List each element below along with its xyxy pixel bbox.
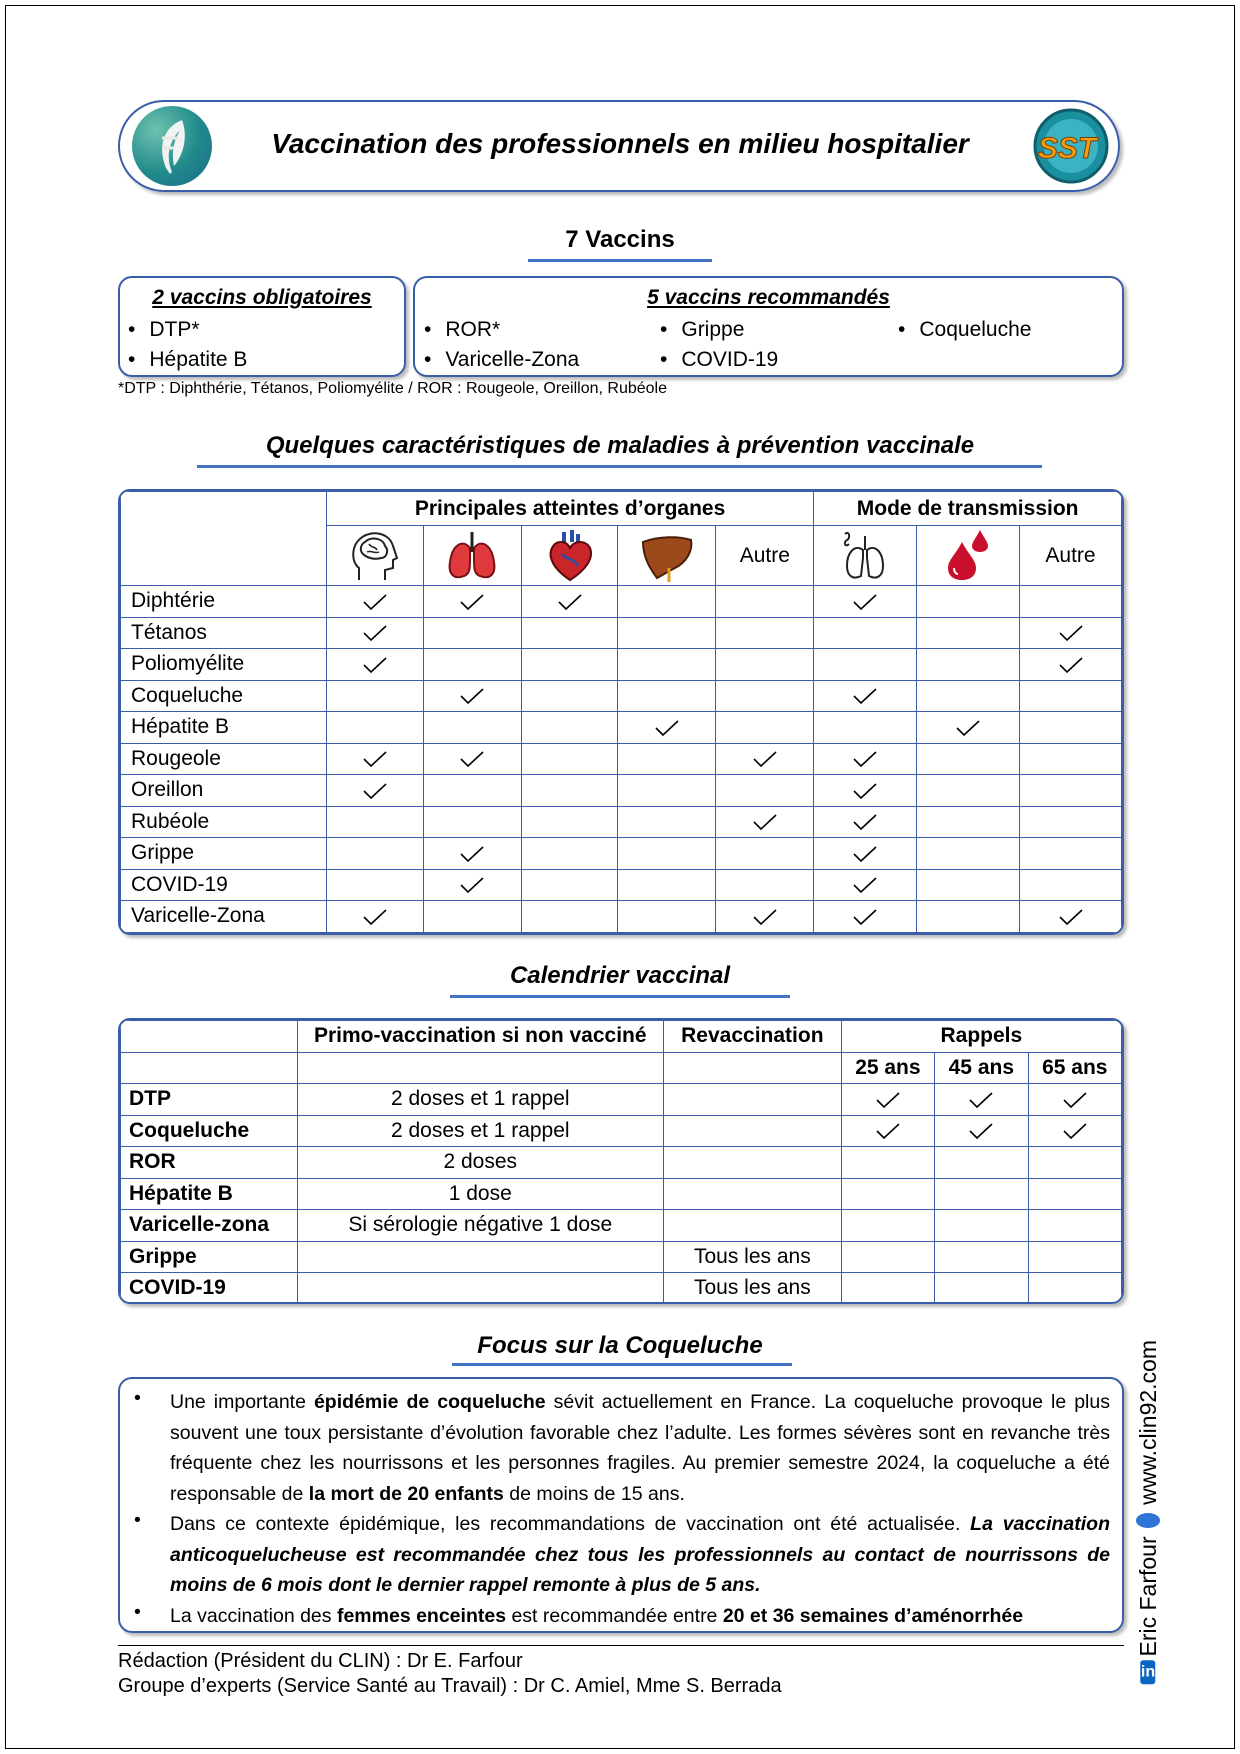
disease-row (121, 743, 1122, 775)
recommended-item: • Grippe (660, 318, 744, 342)
check-cell (618, 617, 716, 649)
check-cell (423, 712, 521, 744)
vaccine-name: Coqueluche (121, 1115, 298, 1147)
disease-name: Tétanos (121, 617, 327, 649)
check-cell (423, 680, 521, 712)
disease-name: Diphtérie (121, 586, 327, 618)
primo-cell: 2 doses et 1 rappel (297, 1084, 664, 1116)
rappel-cell (841, 1241, 934, 1273)
check-cell (1020, 901, 1122, 933)
rappel-cell (1028, 1115, 1121, 1147)
rappel-cell (841, 1178, 934, 1210)
check-cell (1020, 775, 1122, 807)
check-cell (814, 806, 917, 838)
check-icon (1058, 908, 1084, 926)
rappel-cell (1028, 1084, 1121, 1116)
bullet-icon: • (134, 1509, 141, 1531)
schedule-row (121, 1147, 1122, 1179)
check-cell (521, 680, 618, 712)
check-icon (852, 876, 878, 894)
text-segment: La vaccination anticoquelucheuse est recommandée chez tous les professionnels au contact de nourrissons de moins de 6 mois dont le dernier rappel remonte à plus de 5 ans. (170, 1513, 1110, 1596)
disease-name: Grippe (121, 838, 327, 870)
brain-icon (326, 526, 423, 586)
check-cell (917, 680, 1020, 712)
primo-header: Primo-vaccination si non vacciné (297, 1021, 664, 1053)
corner-cell (121, 492, 327, 586)
check-cell (521, 649, 618, 681)
blood-drops-icon (917, 526, 1020, 586)
rappel-cell (935, 1273, 1028, 1305)
recommended-item: • ROR* (424, 318, 500, 342)
check-icon (362, 656, 388, 674)
rappel-cell (935, 1241, 1028, 1273)
schedule-row (121, 1115, 1122, 1147)
rappel-cell (1028, 1210, 1121, 1242)
rappel-cell (935, 1210, 1028, 1242)
check-cell (521, 806, 618, 838)
revacc-cell (664, 1084, 842, 1116)
text-segment: la mort de 20 enfants (308, 1482, 504, 1505)
check-cell (1020, 838, 1122, 870)
schedule-row (121, 1241, 1122, 1273)
disease-name: Oreillon (121, 775, 327, 807)
check-icon (459, 593, 485, 611)
document-title: Vaccination des professionnels en milieu hospitalier (271, 128, 969, 159)
revacc-cell (664, 1210, 842, 1242)
text-segment: épidémie de coqueluche (313, 1391, 546, 1413)
contact-strip (1128, 1340, 1168, 1680)
footer-divider (118, 1645, 1124, 1646)
linkedin-icon[interactable]: in (1140, 1660, 1155, 1684)
check-cell (917, 901, 1020, 933)
focus-paragraph-1 (170, 1387, 1110, 1509)
check-icon (852, 593, 878, 611)
check-cell (716, 617, 814, 649)
rappel-age-header: 65 ans (1028, 1052, 1121, 1084)
text-segment: est recommandée entre (506, 1605, 723, 1627)
rappel-cell (935, 1147, 1028, 1179)
primo-cell (297, 1241, 664, 1273)
check-cell (618, 649, 716, 681)
rappel-cell (1028, 1241, 1121, 1273)
disease-name: Coqueluche (121, 680, 327, 712)
check-cell (814, 712, 917, 744)
check-cell (716, 901, 814, 933)
rappel-cell (935, 1084, 1028, 1116)
bullet-icon: • (134, 1601, 141, 1623)
check-icon (459, 845, 485, 863)
revacc-cell (664, 1147, 842, 1179)
text-segment: sévit actuellement en France. La coqueluche provoque le plus souvent une toux persistante d’évolution favorable chez l’adulte. Les formes sévères sont en revanche très fréquente chez les nourrissons et les personnes fragiles. Au premier semestre 2024, la coqueluche a été responsable de (170, 1391, 1110, 1505)
check-cell (814, 901, 917, 933)
rappel-cell (841, 1147, 934, 1179)
maladies-title-underline (197, 465, 1042, 468)
check-cell (423, 617, 521, 649)
recommended-item: • Varicelle-Zona (424, 348, 579, 372)
check-icon (968, 1091, 994, 1109)
check-cell (814, 649, 917, 681)
check-icon (362, 593, 388, 611)
check-cell (521, 743, 618, 775)
check-cell (814, 586, 917, 618)
check-cell (917, 743, 1020, 775)
check-cell (423, 775, 521, 807)
revacc-cell: Tous les ans (664, 1241, 842, 1273)
check-cell (521, 586, 618, 618)
check-icon (1058, 656, 1084, 674)
text-segment: 20 et 36 semaines d’aménorrhée (722, 1605, 1024, 1627)
check-cell (716, 680, 814, 712)
check-icon (362, 750, 388, 768)
check-cell (618, 775, 716, 807)
rappel-cell (935, 1115, 1028, 1147)
focus-title-underline (452, 1363, 792, 1366)
check-cell (1020, 617, 1122, 649)
linkedin-name[interactable]: Eric Farfour (1134, 1536, 1161, 1657)
check-icon (654, 719, 680, 737)
check-cell (423, 838, 521, 870)
text-segment: La vaccination des (170, 1605, 337, 1627)
rappel-cell (841, 1273, 934, 1305)
check-cell (618, 743, 716, 775)
primo-cell: Si sérologie négative 1 dose (297, 1210, 664, 1242)
vaccins-title: 7 Vaccins (565, 226, 675, 253)
text-segment: Une importante (170, 1391, 314, 1413)
check-icon (852, 687, 878, 705)
check-cell (716, 743, 814, 775)
disease-row (121, 869, 1122, 901)
rappel-cell (841, 1210, 934, 1242)
check-cell (618, 712, 716, 744)
check-icon (362, 908, 388, 926)
focus-paragraph-3 (170, 1601, 1110, 1632)
check-cell (618, 901, 716, 933)
check-cell (423, 806, 521, 838)
vaccine-name: Varicelle-zona (121, 1210, 298, 1242)
check-cell (917, 617, 1020, 649)
maladies-title: Quelques caractéristiques de maladies à prévention vaccinale (265, 432, 975, 459)
check-cell (326, 680, 423, 712)
organs-group-header: Principales atteintes d’organes (326, 492, 813, 526)
check-cell (917, 806, 1020, 838)
check-cell (618, 838, 716, 870)
disease-row (121, 806, 1122, 838)
mandatory-item: • DTP* (128, 318, 200, 342)
transmission-other-header: Autre (1020, 526, 1122, 586)
footer-experts: Groupe d’experts (Service Santé au Travail) : Dr C. Amiel, Mme S. Berrada (118, 1675, 782, 1697)
globe-icon (1136, 1513, 1160, 1528)
calendrier-empty (121, 1052, 298, 1084)
disease-row (121, 775, 1122, 807)
check-cell (423, 586, 521, 618)
check-icon (459, 687, 485, 705)
check-cell (716, 806, 814, 838)
rappel-cell (841, 1115, 934, 1147)
check-cell (814, 743, 917, 775)
check-cell (326, 775, 423, 807)
check-icon (459, 876, 485, 894)
check-cell (1020, 712, 1122, 744)
check-cell (716, 649, 814, 681)
check-cell (716, 775, 814, 807)
rappels-header: Rappels (841, 1021, 1121, 1053)
calendrier-title-underline (450, 995, 790, 998)
footer-redaction: Rédaction (Président du CLIN) : Dr E. Farfour (118, 1650, 523, 1672)
primo-cell: 1 dose (297, 1178, 664, 1210)
check-cell (716, 712, 814, 744)
check-cell (326, 649, 423, 681)
check-icon (852, 813, 878, 831)
check-cell (326, 806, 423, 838)
check-cell (716, 869, 814, 901)
vaccine-name: DTP (121, 1084, 298, 1116)
check-cell (521, 838, 618, 870)
website-link[interactable]: www.clin92.com (1134, 1340, 1161, 1505)
maladies-table (118, 489, 1124, 935)
schedule-row (121, 1210, 1122, 1242)
check-cell (814, 838, 917, 870)
disease-row (121, 586, 1122, 618)
check-icon (955, 719, 981, 737)
check-cell (814, 869, 917, 901)
mandatory-item: • Hépatite B (128, 348, 247, 372)
check-cell (1020, 649, 1122, 681)
check-icon (1058, 624, 1084, 642)
rappel-age-header: 45 ans (935, 1052, 1028, 1084)
check-icon (852, 908, 878, 926)
check-icon (752, 908, 778, 926)
check-cell (618, 586, 716, 618)
check-cell (917, 712, 1020, 744)
revacc-cell (664, 1178, 842, 1210)
check-cell (618, 806, 716, 838)
check-cell (326, 838, 423, 870)
heart-icon (521, 526, 618, 586)
respiratory-icon (814, 526, 917, 586)
check-cell (814, 617, 917, 649)
check-cell (521, 712, 618, 744)
check-cell (521, 617, 618, 649)
rappel-cell (1028, 1147, 1121, 1179)
transmission-group-header: Mode de transmission (814, 492, 1122, 526)
disease-name: Rougeole (121, 743, 327, 775)
check-cell (1020, 680, 1122, 712)
recommended-vaccines-title: 5 vaccins recommandés (647, 286, 890, 309)
revacc-header: Revaccination (664, 1021, 842, 1053)
check-cell (814, 775, 917, 807)
feather-logo-icon (132, 106, 212, 186)
check-icon (362, 624, 388, 642)
check-icon (557, 593, 583, 611)
calendrier-empty (664, 1052, 842, 1084)
check-cell (618, 869, 716, 901)
liver-icon (618, 526, 716, 586)
focus-paragraph-2 (170, 1509, 1110, 1601)
check-cell (716, 838, 814, 870)
rappel-age-header: 25 ans (841, 1052, 934, 1084)
disease-name: COVID-19 (121, 869, 327, 901)
check-cell (423, 743, 521, 775)
disease-name: Rubéole (121, 806, 327, 838)
check-cell (423, 869, 521, 901)
lungs-icon (423, 526, 521, 586)
check-cell (326, 712, 423, 744)
check-cell (1020, 586, 1122, 618)
revacc-cell (664, 1115, 842, 1147)
vaccins-footnote: *DTP : Diphthérie, Tétanos, Poliomyélite / ROR : Rougeole, Oreillon, Rubéole (118, 380, 668, 397)
primo-cell (297, 1273, 664, 1305)
disease-row (121, 901, 1122, 933)
bullet-icon: • (134, 1387, 141, 1409)
disease-row (121, 617, 1122, 649)
disease-name: Poliomyélite (121, 649, 327, 681)
recommended-item: • Coqueluche (898, 318, 1031, 342)
check-cell (917, 838, 1020, 870)
check-cell (814, 680, 917, 712)
check-icon (852, 750, 878, 768)
check-cell (521, 775, 618, 807)
check-icon (852, 845, 878, 863)
calendrier-corner (121, 1021, 298, 1053)
check-cell (618, 680, 716, 712)
calendrier-title: Calendrier vaccinal (509, 962, 731, 989)
primo-cell: 2 doses et 1 rappel (297, 1115, 664, 1147)
check-cell (716, 586, 814, 618)
check-icon (752, 813, 778, 831)
check-cell (917, 775, 1020, 807)
vaccins-title-underline (528, 259, 712, 262)
organ-other-header: Autre (716, 526, 814, 586)
check-icon (1062, 1122, 1088, 1140)
rappel-cell (935, 1178, 1028, 1210)
rappel-cell (1028, 1273, 1121, 1305)
mandatory-vaccines-title: 2 vaccins obligatoires (152, 286, 372, 309)
text-segment: femmes enceintes (336, 1605, 507, 1627)
focus-box (118, 1377, 1124, 1633)
text-segment: de moins de 15 ans. (503, 1482, 685, 1505)
check-cell (326, 586, 423, 618)
revacc-cell: Tous les ans (664, 1273, 842, 1305)
disease-row (121, 712, 1122, 744)
rappel-cell (841, 1084, 934, 1116)
disease-name: Hépatite B (121, 712, 327, 744)
check-cell (423, 901, 521, 933)
check-cell (917, 869, 1020, 901)
check-icon (752, 750, 778, 768)
disease-row (121, 680, 1122, 712)
check-cell (917, 649, 1020, 681)
check-cell (1020, 743, 1122, 775)
check-cell (521, 869, 618, 901)
check-cell (917, 586, 1020, 618)
check-icon (968, 1122, 994, 1140)
text-segment: Dans ce contexte épidémique, les recommandations de vaccination ont été actualisée. (170, 1513, 971, 1535)
calendrier-table (118, 1018, 1124, 1304)
check-cell (326, 869, 423, 901)
vaccine-name: ROR (121, 1147, 298, 1179)
schedule-row (121, 1178, 1122, 1210)
schedule-row (121, 1084, 1122, 1116)
check-cell (521, 901, 618, 933)
focus-title: Focus sur la Coqueluche (477, 1332, 763, 1359)
check-icon (362, 782, 388, 800)
vaccine-name: Grippe (121, 1241, 298, 1273)
disease-row (121, 838, 1122, 870)
sst-logo (1027, 106, 1109, 186)
disease-name: Varicelle-Zona (121, 901, 327, 933)
disease-row (121, 649, 1122, 681)
schedule-row (121, 1273, 1122, 1305)
primo-cell: 2 doses (297, 1147, 664, 1179)
check-cell (326, 617, 423, 649)
check-icon (875, 1091, 901, 1109)
rappel-cell (1028, 1178, 1121, 1210)
check-cell (423, 649, 521, 681)
check-cell (1020, 806, 1122, 838)
vaccine-name: COVID-19 (121, 1273, 298, 1305)
check-icon (1062, 1091, 1088, 1109)
check-icon (875, 1122, 901, 1140)
check-cell (1020, 869, 1122, 901)
calendrier-empty (297, 1052, 664, 1084)
check-icon (459, 750, 485, 768)
recommended-item: • COVID-19 (660, 348, 778, 372)
check-cell (326, 743, 423, 775)
sst-logo-text: SST (1037, 132, 1097, 165)
check-cell (326, 901, 423, 933)
check-icon (852, 782, 878, 800)
vaccine-name: Hépatite B (121, 1178, 298, 1210)
